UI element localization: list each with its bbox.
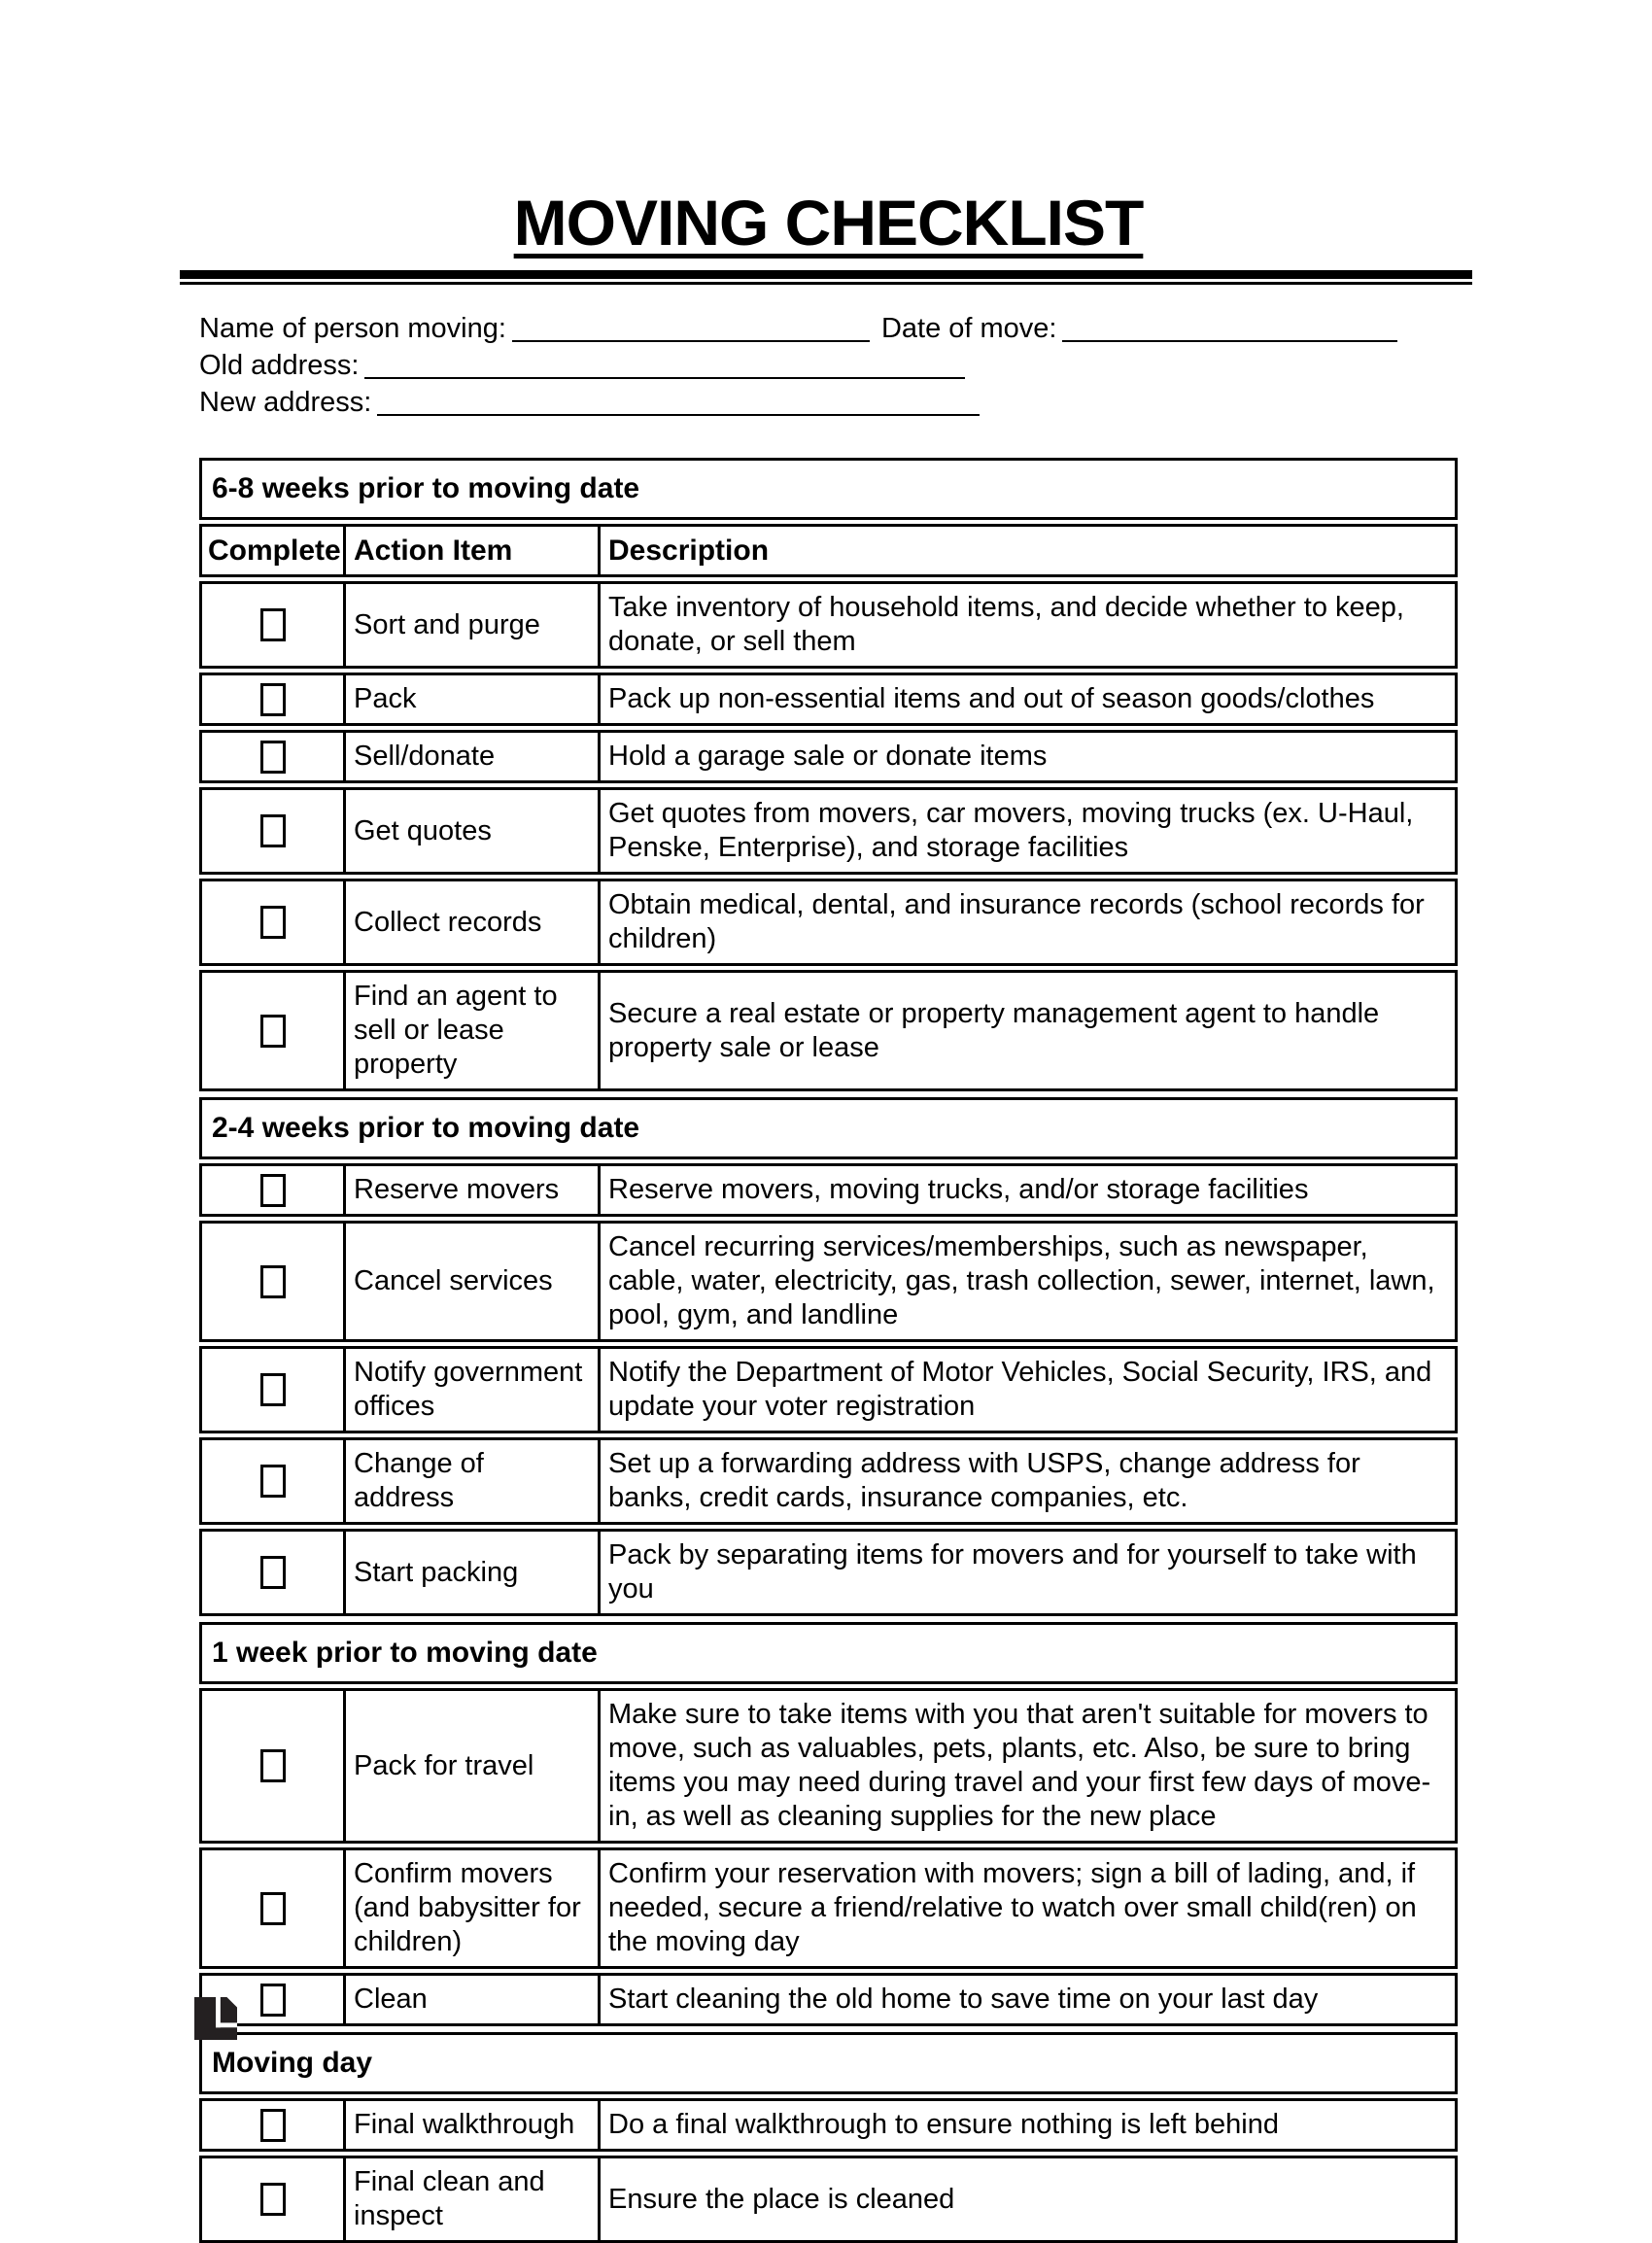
- complete-cell: [202, 1850, 346, 1966]
- description-cell: [601, 881, 1455, 963]
- section-title-text: Moving day: [212, 2047, 373, 2079]
- action-item-cell: [346, 2101, 601, 2149]
- description-cell: [601, 1532, 1455, 1613]
- action-item-label: Start packing: [354, 1556, 519, 1588]
- complete-cell: [202, 584, 346, 666]
- action-item-cell: [346, 1532, 601, 1613]
- table-row: [199, 673, 1458, 726]
- description-cell: [601, 1224, 1455, 1339]
- complete-cell: [202, 790, 346, 872]
- checkbox[interactable]: [260, 1265, 286, 1298]
- description-cell: [601, 2101, 1455, 2149]
- description-cell: [601, 1349, 1455, 1431]
- action-item-cell: [346, 973, 601, 1088]
- description-text: Pack by separating items for movers and for yourself to take with you: [608, 1539, 1417, 1605]
- column-header-description: [601, 527, 1455, 574]
- old-address-label: Old address:: [199, 350, 360, 381]
- description-cell: [601, 1691, 1455, 1841]
- description-cell: [601, 675, 1455, 723]
- action-item-cell: [346, 1440, 601, 1522]
- action-item-label: Reserve movers: [354, 1174, 560, 1205]
- description-text: Start cleaning the old home to save time on your last day: [608, 1984, 1319, 2015]
- name-input-line[interactable]: [512, 314, 870, 342]
- action-item-label: Final walkthrough: [354, 2109, 575, 2140]
- description-text: Obtain medical, dental, and insurance records (school records for children): [608, 889, 1425, 954]
- action-item-cell: [346, 1850, 601, 1966]
- section-header: [199, 2032, 1458, 2094]
- complete-cell: [202, 733, 346, 780]
- table-row: [199, 1529, 1458, 1616]
- legal-templates-logo-icon: [194, 1997, 237, 2040]
- description-text: Take inventory of household items, and decide whether to keep, donate, or sell them: [608, 592, 1404, 657]
- old-address-input-line[interactable]: [364, 351, 965, 379]
- description-text: Pack up non-essential items and out of season goods/clothes: [608, 683, 1375, 714]
- action-item-label: Pack: [354, 683, 417, 714]
- column-header-action-item: [346, 527, 601, 574]
- description-cell: [601, 1976, 1455, 2023]
- description-cell: [601, 790, 1455, 872]
- new-address-input-line[interactable]: [377, 388, 980, 416]
- form-row-name-date: [199, 310, 1458, 347]
- complete-cell: [202, 881, 346, 963]
- checklist-section: [199, 458, 1458, 1091]
- description-text: Secure a real estate or property management agent to handle property sale or lease: [608, 997, 1380, 1063]
- action-item-label: Confirm movers (and babysitter for children): [354, 1858, 581, 1957]
- checklist-section: [199, 2032, 1458, 2243]
- table-row: [199, 970, 1458, 1091]
- description-text: Ensure the place is cleaned: [608, 2183, 955, 2215]
- title-rule: [180, 270, 1472, 285]
- action-item-cell: [346, 733, 601, 780]
- checkbox[interactable]: [260, 1984, 286, 2017]
- action-item-label: Sort and purge: [354, 608, 540, 640]
- action-item-cell: [346, 1166, 601, 1214]
- form-row-new-address: [199, 384, 1458, 421]
- new-address-label: New address:: [199, 387, 372, 418]
- action-item-label: Final clean and inspect: [354, 2166, 545, 2231]
- description-cell: [601, 1440, 1455, 1522]
- checkbox[interactable]: [260, 1373, 286, 1406]
- description-cell: [601, 2158, 1455, 2240]
- checkbox[interactable]: [260, 1465, 286, 1498]
- checkbox[interactable]: [260, 1174, 286, 1207]
- checkbox[interactable]: [260, 1015, 286, 1048]
- description-text: Get quotes from movers, car movers, moving trucks (ex. U-Haul, Penske, Enterprise), and storage facilities: [608, 798, 1414, 863]
- document-content: [199, 0, 1458, 2243]
- section-title-text: 1 week prior to moving date: [212, 1637, 598, 1669]
- column-header-label: Description: [608, 535, 770, 567]
- table-header-row: [199, 524, 1458, 577]
- action-item-label: Find an agent to sell or lease property: [354, 981, 558, 1080]
- action-item-cell: [346, 1691, 601, 1841]
- checkbox[interactable]: [260, 1749, 286, 1782]
- date-label: Date of move:: [880, 313, 1057, 344]
- checkbox[interactable]: [260, 608, 286, 641]
- description-text: Do a final walkthrough to ensure nothing is left behind: [608, 2109, 1279, 2140]
- action-item-label: Get quotes: [354, 814, 492, 846]
- title-rule-thick: [180, 270, 1472, 279]
- complete-cell: [202, 675, 346, 723]
- table-row: [199, 1346, 1458, 1433]
- complete-cell: [202, 1166, 346, 1214]
- checklist-table: [199, 458, 1458, 2243]
- section-header: [199, 1622, 1458, 1684]
- action-item-cell: [346, 675, 601, 723]
- section-title-text: 6-8 weeks prior to moving date: [212, 472, 640, 504]
- action-item-cell: [346, 584, 601, 666]
- title-rule-thin: [180, 282, 1472, 285]
- section-title-text: 2-4 weeks prior to moving date: [212, 1112, 640, 1144]
- action-item-label: Cancel services: [354, 1265, 553, 1296]
- complete-cell: [202, 1532, 346, 1613]
- table-row: [199, 1973, 1458, 2026]
- action-item-label: Collect records: [354, 906, 542, 938]
- form-block: [199, 310, 1458, 421]
- checkbox[interactable]: [260, 1556, 286, 1589]
- complete-cell: [202, 973, 346, 1088]
- description-cell: [601, 973, 1455, 1088]
- action-item-label: Notify government offices: [354, 1357, 583, 1422]
- action-item-label: Clean: [354, 1984, 428, 2015]
- page-title: MOVING CHECKLIST: [513, 187, 1144, 259]
- checkbox[interactable]: [260, 2183, 286, 2216]
- description-text: Hold a garage sale or donate items: [608, 741, 1048, 772]
- action-item-cell: [346, 790, 601, 872]
- action-item-cell: [346, 2158, 601, 2240]
- description-text: Cancel recurring services/memberships, such as newspaper, cable, water, electricity, gas, trash collection, sewer, internet, lawn, pool, gym, and landline: [608, 1231, 1435, 1330]
- action-item-label: Sell/donate: [354, 741, 496, 772]
- column-header-complete: [202, 527, 346, 574]
- description-cell: [601, 584, 1455, 666]
- form-row-old-address: [199, 347, 1458, 384]
- description-cell: [601, 1850, 1455, 1966]
- complete-cell: [202, 2101, 346, 2149]
- column-header-label: Action Item: [354, 535, 513, 567]
- table-row: [199, 1847, 1458, 1969]
- table-row: [199, 2156, 1458, 2243]
- complete-cell: [202, 1224, 346, 1339]
- table-row: [199, 730, 1458, 783]
- name-label: Name of person moving:: [199, 313, 506, 344]
- checkbox[interactable]: [260, 1892, 286, 1925]
- action-item-label: Change of address: [354, 1448, 484, 1513]
- checkbox[interactable]: [260, 683, 286, 716]
- table-row: [199, 2098, 1458, 2152]
- complete-cell: [202, 2158, 346, 2240]
- action-item-cell: [346, 1976, 601, 2023]
- date-input-line[interactable]: [1062, 314, 1397, 342]
- checkbox[interactable]: [260, 741, 286, 774]
- table-row: [199, 1163, 1458, 1217]
- checklist-section: [199, 1097, 1458, 1616]
- table-row: [199, 1437, 1458, 1525]
- complete-cell: [202, 1349, 346, 1431]
- table-row: [199, 787, 1458, 875]
- description-text: Confirm your reservation with movers; sign a bill of lading, and, if needed, secure a friend/relative to watch over small child(ren) on the moving day: [608, 1858, 1417, 1957]
- action-item-cell: [346, 881, 601, 963]
- checkbox[interactable]: [260, 906, 286, 939]
- checkbox[interactable]: [260, 2109, 286, 2142]
- complete-cell: [202, 1440, 346, 1522]
- description-cell: [601, 733, 1455, 780]
- description-text: Reserve movers, moving trucks, and/or storage facilities: [608, 1174, 1309, 1205]
- description-text: Notify the Department of Motor Vehicles, Social Security, IRS, and update your voter registration: [608, 1357, 1432, 1422]
- description-cell: [601, 1166, 1455, 1214]
- section-header: [199, 1097, 1458, 1159]
- checkbox[interactable]: [260, 814, 286, 847]
- table-row: [199, 581, 1458, 669]
- action-item-cell: [346, 1349, 601, 1431]
- table-row: [199, 879, 1458, 966]
- description-text: Set up a forwarding address with USPS, change address for banks, credit cards, insurance companies, etc.: [608, 1448, 1360, 1513]
- description-text: Make sure to take items with you that aren't suitable for movers to move, such as valuables, pets, plants, etc. Also, be sure to bring items you may need during travel and your first few days of move-in, as well as cleaning supplies for the new place: [608, 1699, 1431, 1832]
- column-header-label: Complete: [208, 535, 341, 567]
- table-row: [199, 1221, 1458, 1342]
- complete-cell: [202, 1691, 346, 1841]
- section-header: [199, 458, 1458, 520]
- action-item-cell: [346, 1224, 601, 1339]
- table-row: [199, 1688, 1458, 1844]
- action-item-label: Pack for travel: [354, 1749, 534, 1781]
- checklist-section: [199, 1622, 1458, 2026]
